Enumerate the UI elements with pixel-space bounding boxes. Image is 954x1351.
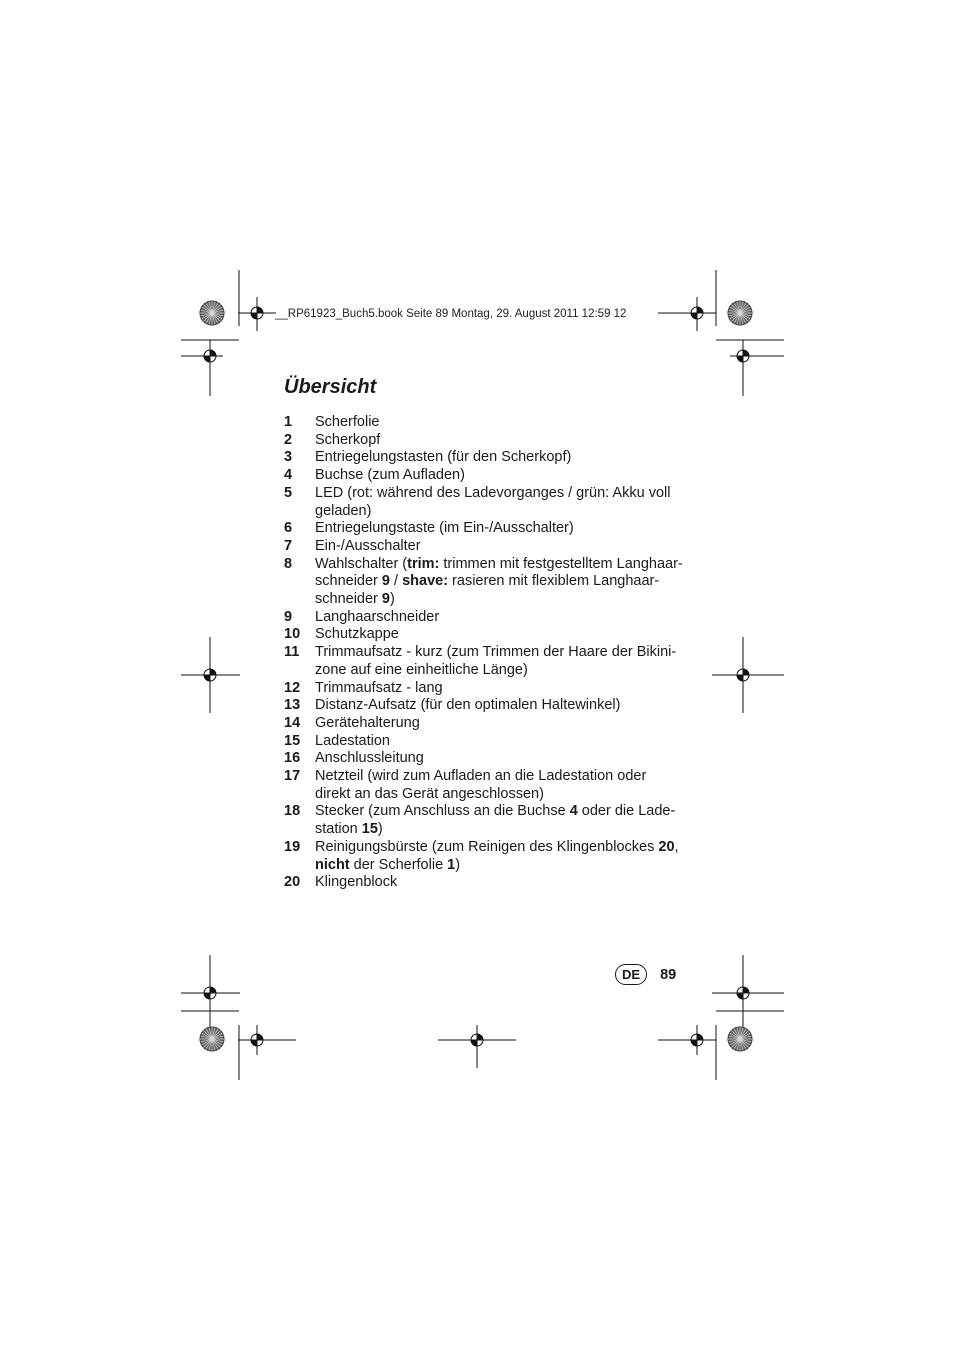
item-number: 4 bbox=[284, 467, 293, 484]
item-text: Stecker (zum Anschluss an die Buchse 4 oder die Lade-station 15) bbox=[315, 803, 676, 838]
item-text: Trimmaufsatz - lang bbox=[315, 679, 443, 696]
list-item bbox=[284, 874, 684, 892]
list-item bbox=[284, 432, 684, 450]
item-text: Schutzkappe bbox=[315, 626, 399, 643]
item-number: 14 bbox=[284, 714, 301, 731]
item-number: 11 bbox=[284, 644, 300, 661]
item-text: Anschlussleitung bbox=[315, 750, 424, 767]
page-title: Übersicht bbox=[284, 376, 377, 398]
item-number: 9 bbox=[284, 608, 293, 625]
list-item bbox=[284, 697, 684, 715]
item-number: 5 bbox=[284, 484, 293, 501]
item-number: 2 bbox=[284, 431, 293, 448]
list-item bbox=[284, 733, 684, 751]
item-number: 18 bbox=[284, 803, 301, 820]
print-header: __RP61923_Buch5.book Seite 89 Montag, 29. August 2011 12:59 12 bbox=[275, 308, 627, 320]
item-text: Entriegelungstasten (für den Scherkopf) bbox=[315, 449, 572, 466]
item-number: 17 bbox=[284, 768, 301, 785]
parts-list bbox=[284, 414, 684, 892]
item-text: Ein-/Ausschalter bbox=[315, 537, 421, 554]
page-number: 89 bbox=[660, 966, 677, 983]
item-text: Langhaarschneider bbox=[315, 608, 440, 625]
list-item bbox=[284, 839, 684, 874]
list-item bbox=[284, 644, 684, 679]
item-number: 6 bbox=[284, 520, 293, 537]
page-footer bbox=[615, 964, 676, 985]
list-item bbox=[284, 449, 684, 467]
list-item bbox=[284, 609, 684, 627]
list-item bbox=[284, 467, 684, 485]
item-number: 15 bbox=[284, 732, 301, 749]
item-number: 16 bbox=[284, 750, 301, 767]
item-number: 20 bbox=[284, 874, 301, 891]
list-item bbox=[284, 768, 684, 803]
list-item bbox=[284, 520, 684, 538]
item-text: LED (rot: während des Ladevorganges / grün: Akku voll geladen) bbox=[315, 484, 671, 519]
list-item bbox=[284, 715, 684, 733]
item-number: 7 bbox=[284, 537, 293, 554]
list-item bbox=[284, 750, 684, 768]
list-item bbox=[284, 485, 684, 520]
item-number: 19 bbox=[284, 838, 301, 855]
item-text: Buchse (zum Aufladen) bbox=[315, 467, 465, 484]
item-number: 8 bbox=[284, 555, 293, 572]
item-text: Distanz-Aufsatz (für den optimalen Haltewinkel) bbox=[315, 697, 621, 714]
item-text: Entriegelungstaste (im Ein-/Ausschalter) bbox=[315, 520, 574, 537]
item-text: Wahlschalter (trim: trimmen mit festgestelltem Langhaar-schneider 9 / shave: rasieren mit flexiblem Langhaar-schneider 9) bbox=[315, 555, 683, 608]
list-item bbox=[284, 414, 684, 432]
list-item bbox=[284, 680, 684, 698]
item-number: 1 bbox=[284, 414, 293, 430]
list-item bbox=[284, 538, 684, 556]
list-item bbox=[284, 556, 684, 609]
item-number: 10 bbox=[284, 626, 301, 643]
item-number: 13 bbox=[284, 697, 301, 714]
language-badge: DE bbox=[615, 964, 647, 985]
item-text: Gerätehalterung bbox=[315, 714, 420, 731]
item-number: 12 bbox=[284, 679, 301, 696]
item-text: Scherkopf bbox=[315, 431, 381, 448]
item-text: Klingenblock bbox=[315, 874, 398, 891]
item-text: Trimmaufsatz - kurz (zum Trimmen der Haare der Bikini-zone auf eine einheitliche Länge) bbox=[315, 644, 677, 678]
list-item bbox=[284, 626, 684, 644]
list-item bbox=[284, 803, 684, 838]
item-text: Reinigungsbürste (zum Reinigen des Klingenblockes 20, nicht der Scherfolie 1) bbox=[315, 838, 679, 873]
item-text: Ladestation bbox=[315, 732, 390, 749]
item-number: 3 bbox=[284, 449, 293, 466]
item-text: Scherfolie bbox=[315, 414, 380, 430]
item-text: Netzteil (wird zum Aufladen an die Ladestation oder direkt an das Gerät angeschlossen) bbox=[315, 768, 647, 802]
